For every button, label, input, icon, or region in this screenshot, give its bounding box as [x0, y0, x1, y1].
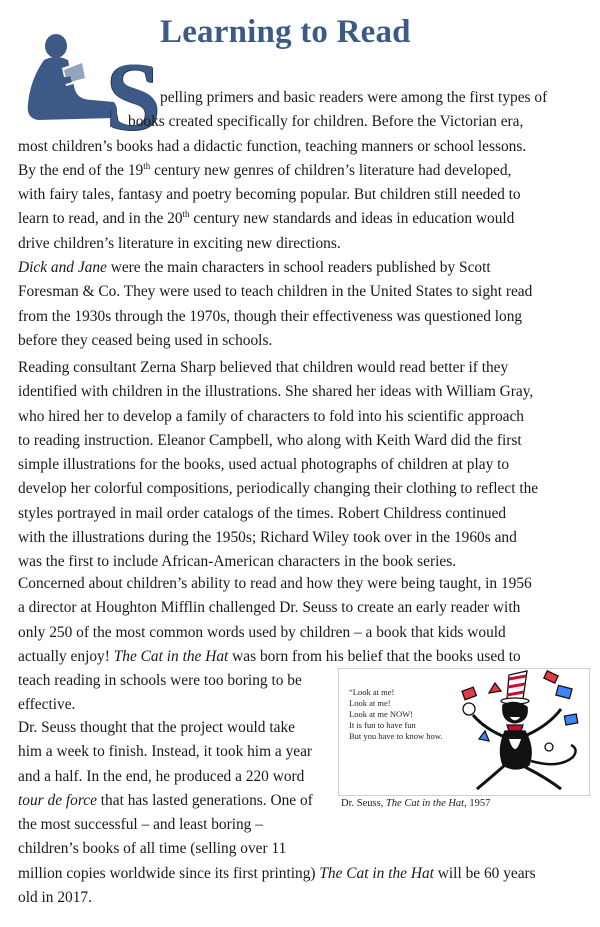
book-title-italic: Dick and Jane — [18, 259, 107, 276]
page-title: Learning to Read — [160, 14, 411, 50]
cat-in-the-hat-illustration — [449, 669, 589, 795]
sharp-paragraph: Reading consultant Zerna Sharp believed that children would read better if they identified with children in the illustrations. She shared her ideas with William Gray, who hired her to develop a family of characters to fold into his scientific approach to reading instruction. Eleanor Campbell, who along with Keith Ward did the first simple illustrations for the books, used actual photographs of children at play to develop her colorful compositions, periodically changing their clothing to reflect the styles portrayed in mail order catalogs of the times. Robert Childress continued with the illustrations during the 1950s; Richard Wiley took over in the 1960s and was the first to include African-American characters in the book series. — [18, 359, 539, 571]
cat-in-the-hat-figure — [338, 668, 590, 796]
intro-line: drive children’s literature in exciting new directions. — [18, 234, 341, 252]
drop-cap: S — [106, 43, 161, 151]
book-title-italic: The Cat in the Hat — [319, 864, 434, 882]
phrase-italic: tour de force — [18, 791, 97, 809]
intro-line: By the end of the 19th century new genres of children’s literature had developed, — [18, 160, 512, 179]
intro-line: with fairy tales, fantasy and poetry becoming popular. But children still needed to — [18, 186, 521, 204]
figure-quote: “Look at me! Look at me! Look at me NOW! It is fun to have fun But you have to know how. — [349, 687, 443, 741]
figure-caption: Dr. Seuss, The Cat in the Hat, 1957 — [341, 798, 491, 809]
intro-line: pelling primers and basic readers were among the first types of — [160, 89, 548, 106]
seuss-paragraph-1: Concerned about children’s ability to read and how they were being taught, in 1956 a director at Houghton Mifflin challenged Dr. Seuss to create an early reader with only 250 of the most common words used by children – a book that kids would actually enjoy! The Cat in the Hat was born from his belief that the books used to teach reading in schools were too boring to be effective. — [18, 575, 532, 714]
dick-and-jane-paragraph: Dick and Jane were the main characters in school readers published by Scott Foresman & Co. They were used to teach children in the United States to sight read from the 1930s through the 1970s, though their effectiveness was questioned long before they ceased being used in schools. — [18, 259, 533, 349]
intro-line: most children’s books had a didactic function, teaching manners or school lessons. — [18, 137, 527, 155]
intro-line: learn to read, and in the 20th century new standards and ideas in education would — [18, 209, 515, 228]
intro-line: books created specifically for children. Before the Victorian era, — [128, 113, 524, 131]
seuss-paragraph-2: Dr. Seuss thought that the project would take him a week to finish. Instead, it took him a year and a half. In the end, he produced a 220 word tour de force that has lasted generations. One of the most successful – and least boring – children’s books of all time (selling over 11 million copies worldwide since its first printing) The Cat in the Hat will be 60 years old in 2017. — [18, 719, 536, 907]
book-title-italic: The Cat in the Hat — [113, 647, 229, 665]
intro-paragraph — [18, 86, 584, 256]
